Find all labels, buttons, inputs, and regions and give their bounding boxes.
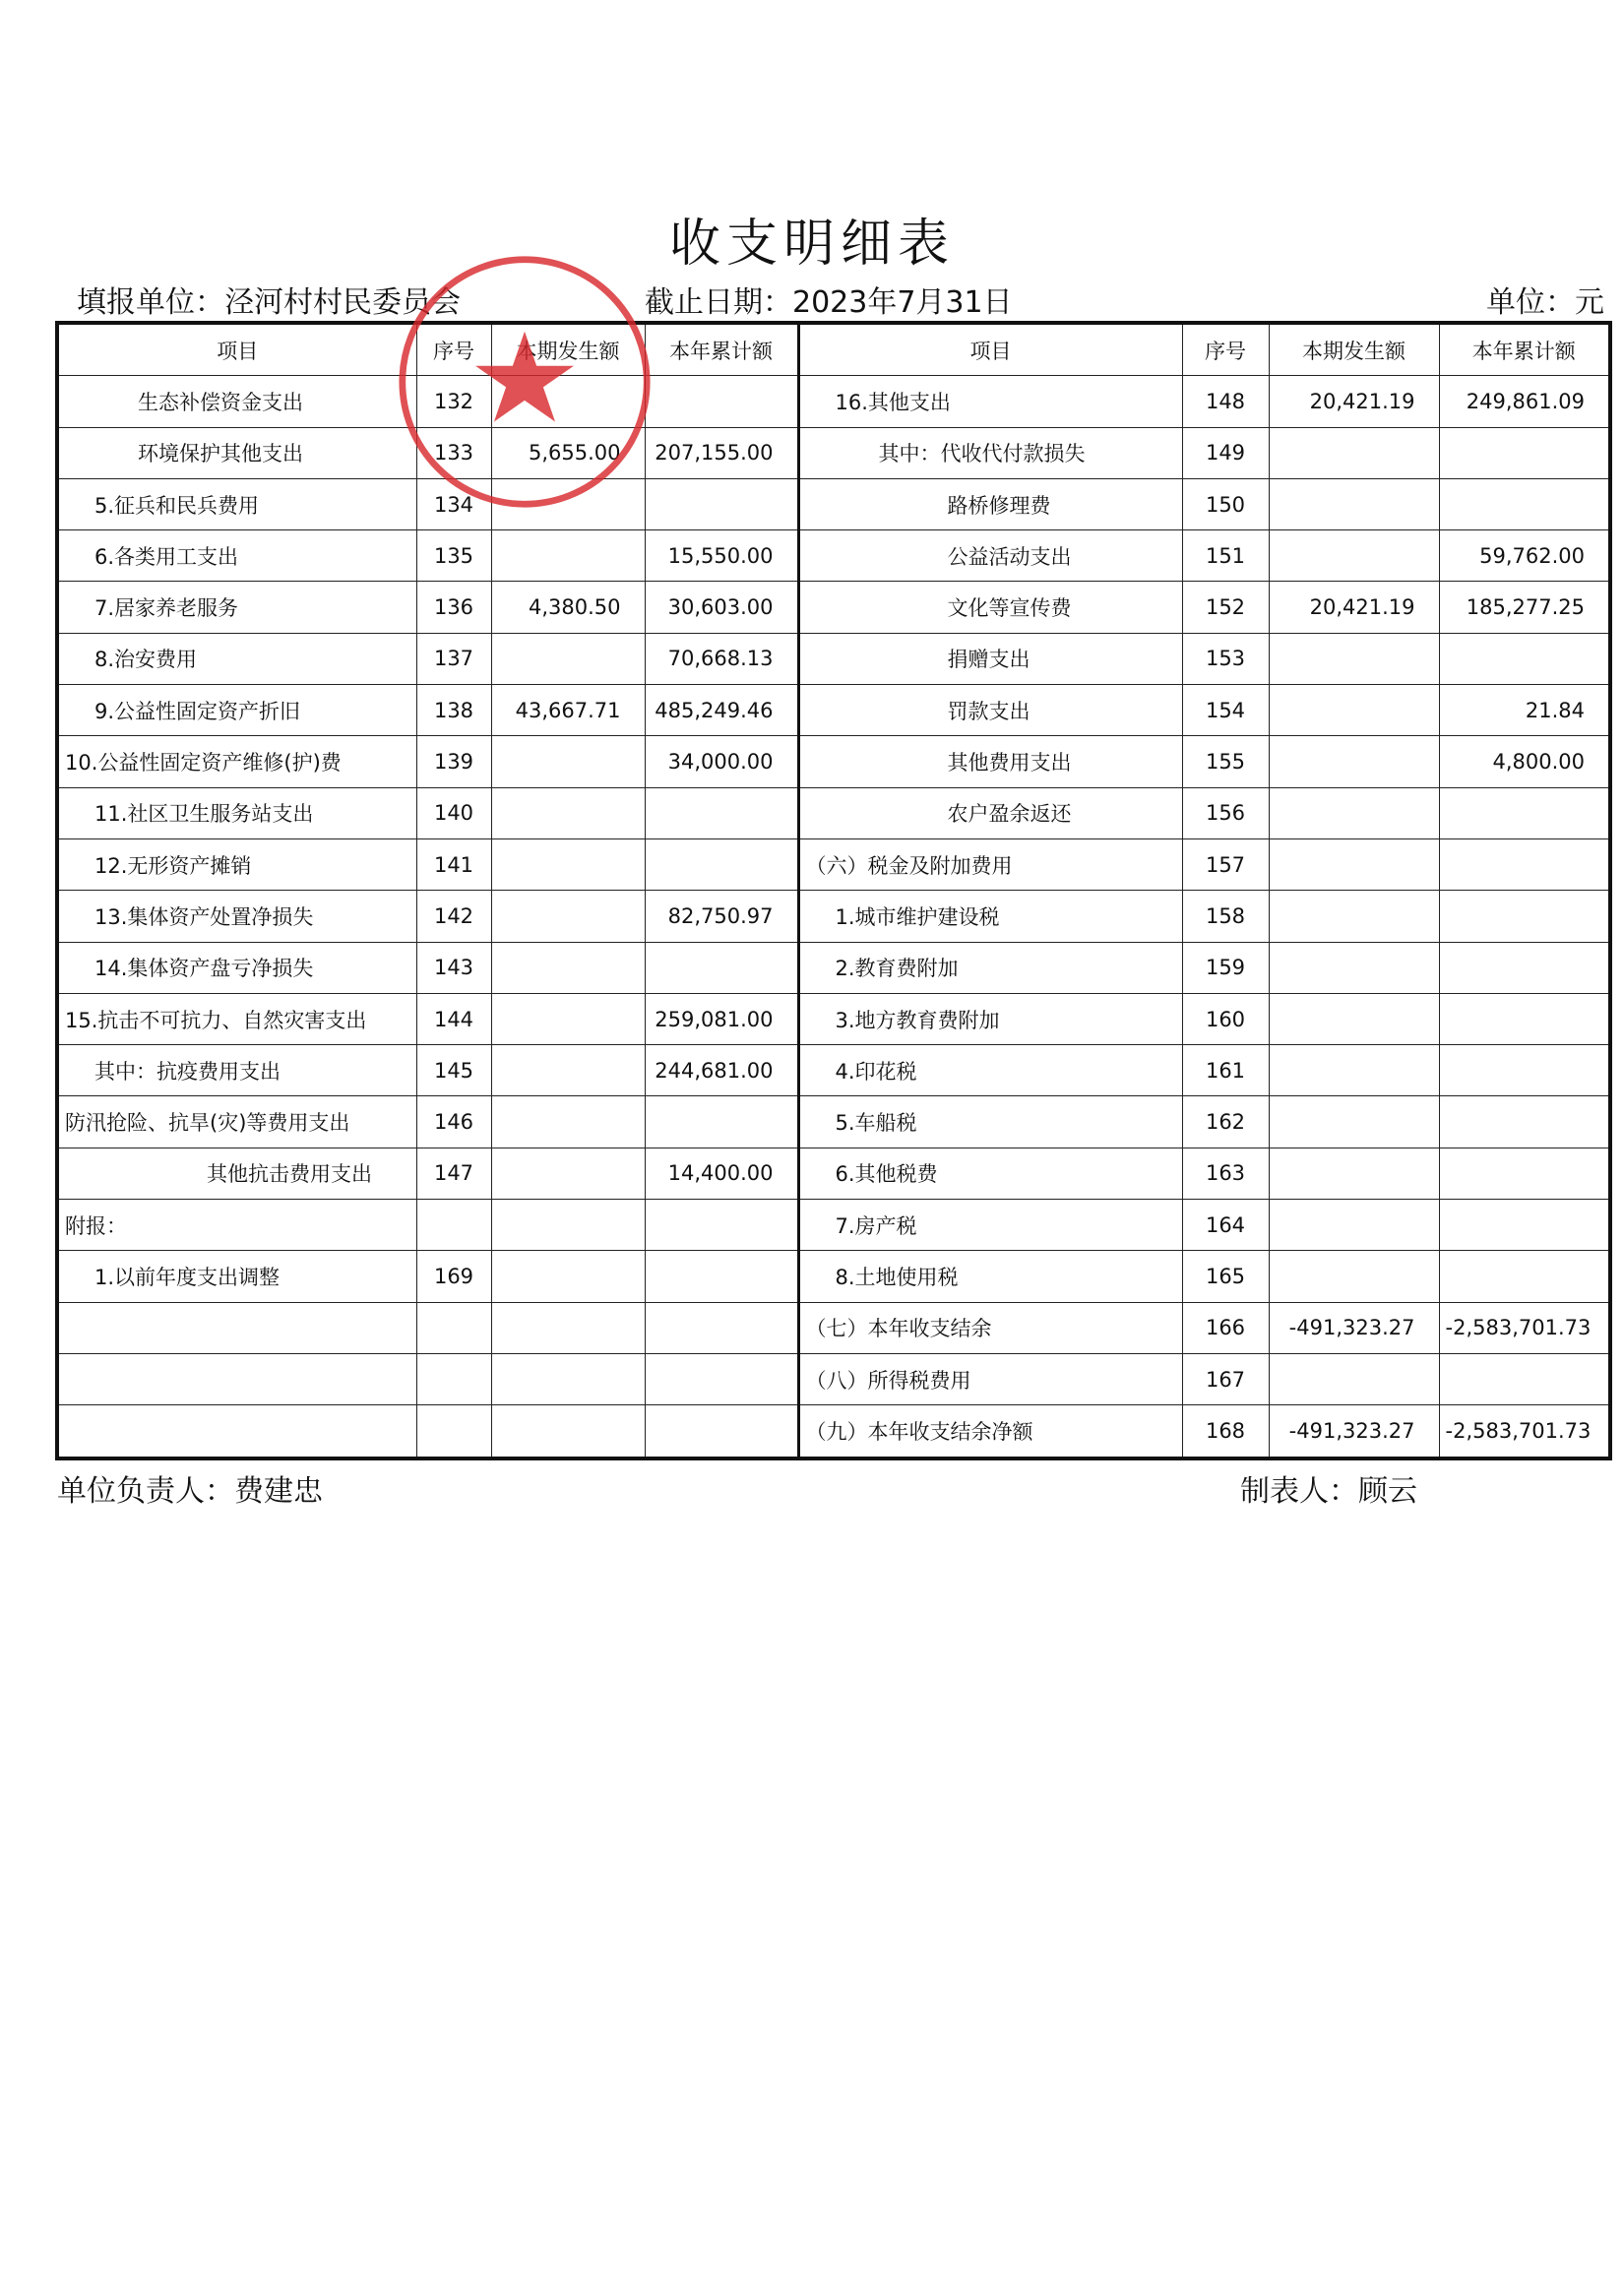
right-period-cell bbox=[1269, 942, 1439, 993]
right-item-cell: 公益活动支出 bbox=[798, 530, 1182, 582]
table-row bbox=[57, 1200, 1610, 1251]
left-period-cell: 43,667.71 bbox=[491, 685, 645, 736]
left-no-cell bbox=[416, 1200, 491, 1251]
left-ytd-cell bbox=[645, 1353, 798, 1404]
right-period-cell bbox=[1269, 427, 1439, 478]
col-header-no-left: 序号 bbox=[416, 323, 491, 376]
right-no-cell: 164 bbox=[1182, 1200, 1269, 1251]
right-no-cell: 156 bbox=[1182, 787, 1269, 838]
table-row bbox=[57, 736, 1610, 787]
left-no-cell: 145 bbox=[416, 1045, 491, 1096]
left-item-cell: 防汛抢险、抗旱(灾)等费用支出 bbox=[57, 1096, 416, 1148]
right-no-cell: 154 bbox=[1182, 685, 1269, 736]
reporting-unit: 填报单位：泾河村村民委员会 bbox=[77, 285, 461, 320]
right-ytd-cell bbox=[1439, 891, 1610, 942]
right-ytd-cell: 185,277.25 bbox=[1439, 582, 1610, 633]
right-item-cell: 文化等宣传费 bbox=[798, 582, 1182, 633]
right-period-cell bbox=[1269, 1353, 1439, 1404]
left-ytd-cell: 15,550.00 bbox=[645, 530, 798, 582]
right-period-cell: -491,323.27 bbox=[1269, 1405, 1439, 1458]
right-item-cell: 其他费用支出 bbox=[798, 736, 1182, 787]
right-no-cell: 151 bbox=[1182, 530, 1269, 582]
left-period-cell bbox=[491, 787, 645, 838]
left-no-cell: 143 bbox=[416, 942, 491, 993]
left-period-cell bbox=[491, 1353, 645, 1404]
left-item-cell bbox=[57, 1353, 416, 1404]
right-ytd-cell bbox=[1439, 1353, 1610, 1404]
right-ytd-cell bbox=[1439, 633, 1610, 684]
left-item-cell: 14.集体资产盘亏净损失 bbox=[57, 942, 416, 993]
left-ytd-cell: 82,750.97 bbox=[645, 891, 798, 942]
table-row bbox=[57, 1302, 1610, 1353]
right-ytd-cell bbox=[1439, 1200, 1610, 1251]
col-header-period-left: 本期发生额 bbox=[491, 323, 645, 376]
left-no-cell: 146 bbox=[416, 1096, 491, 1148]
right-no-cell: 160 bbox=[1182, 993, 1269, 1044]
left-no-cell: 133 bbox=[416, 427, 491, 478]
left-no-cell: 141 bbox=[416, 838, 491, 890]
right-ytd-cell bbox=[1439, 1045, 1610, 1096]
table-row bbox=[57, 838, 1610, 890]
detail-table bbox=[55, 321, 1612, 1460]
left-ytd-cell bbox=[645, 1302, 798, 1353]
table-row bbox=[57, 993, 1610, 1044]
right-period-cell bbox=[1269, 685, 1439, 736]
left-ytd-cell bbox=[645, 1251, 798, 1302]
left-ytd-cell bbox=[645, 942, 798, 993]
right-period-cell bbox=[1269, 1045, 1439, 1096]
right-period-cell bbox=[1269, 530, 1439, 582]
right-no-cell: 153 bbox=[1182, 633, 1269, 684]
left-no-cell: 137 bbox=[416, 633, 491, 684]
left-period-cell bbox=[491, 1045, 645, 1096]
left-period-cell bbox=[491, 633, 645, 684]
left-no-cell: 138 bbox=[416, 685, 491, 736]
left-no-cell bbox=[416, 1405, 491, 1458]
right-item-cell: 2.教育费附加 bbox=[798, 942, 1182, 993]
left-no-cell: 140 bbox=[416, 787, 491, 838]
left-ytd-cell bbox=[645, 838, 798, 890]
right-ytd-cell bbox=[1439, 1148, 1610, 1199]
right-period-cell: -491,323.27 bbox=[1269, 1302, 1439, 1353]
star-icon bbox=[475, 332, 574, 422]
left-period-cell bbox=[491, 993, 645, 1044]
right-ytd-cell bbox=[1439, 993, 1610, 1044]
left-ytd-cell: 14,400.00 bbox=[645, 1148, 798, 1199]
right-period-cell bbox=[1269, 736, 1439, 787]
right-no-cell: 157 bbox=[1182, 838, 1269, 890]
right-period-cell bbox=[1269, 1096, 1439, 1148]
table-row bbox=[57, 1405, 1610, 1458]
left-ytd-cell bbox=[645, 787, 798, 838]
table-row bbox=[57, 427, 1610, 478]
left-no-cell bbox=[416, 1302, 491, 1353]
right-no-cell: 166 bbox=[1182, 1302, 1269, 1353]
official-seal bbox=[392, 249, 657, 515]
right-period-cell bbox=[1269, 1251, 1439, 1302]
left-item-cell: 15.抗击不可抗力、自然灾害支出 bbox=[57, 993, 416, 1044]
left-item-cell: 12.无形资产摊销 bbox=[57, 838, 416, 890]
right-period-cell: 20,421.19 bbox=[1269, 582, 1439, 633]
left-ytd-cell bbox=[645, 478, 798, 529]
right-item-cell: 7.房产税 bbox=[798, 1200, 1182, 1251]
right-ytd-cell: 21.84 bbox=[1439, 685, 1610, 736]
right-no-cell: 168 bbox=[1182, 1405, 1269, 1458]
right-no-cell: 162 bbox=[1182, 1096, 1269, 1148]
left-item-cell bbox=[57, 1302, 416, 1353]
right-ytd-cell bbox=[1439, 838, 1610, 890]
left-no-cell: 135 bbox=[416, 530, 491, 582]
right-no-cell: 167 bbox=[1182, 1353, 1269, 1404]
left-period-cell bbox=[491, 736, 645, 787]
left-item-cell: 9.公益性固定资产折旧 bbox=[57, 685, 416, 736]
left-ytd-cell: 34,000.00 bbox=[645, 736, 798, 787]
left-no-cell: 147 bbox=[416, 1148, 491, 1199]
table-row bbox=[57, 530, 1610, 582]
table-row bbox=[57, 685, 1610, 736]
left-item-cell: 11.社区卫生服务站支出 bbox=[57, 787, 416, 838]
left-period-cell bbox=[491, 1096, 645, 1148]
table-row bbox=[57, 787, 1610, 838]
right-item-cell: 8.土地使用税 bbox=[798, 1251, 1182, 1302]
left-period-cell bbox=[491, 1405, 645, 1458]
right-no-cell: 155 bbox=[1182, 736, 1269, 787]
right-item-cell: （九）本年收支结余净额 bbox=[798, 1405, 1182, 1458]
right-ytd-cell bbox=[1439, 1251, 1610, 1302]
left-period-cell: 5,655.00 bbox=[491, 427, 645, 478]
right-period-cell bbox=[1269, 838, 1439, 890]
right-item-cell: 罚款支出 bbox=[798, 685, 1182, 736]
right-no-cell: 163 bbox=[1182, 1148, 1269, 1199]
right-period-cell bbox=[1269, 1148, 1439, 1199]
left-no-cell: 134 bbox=[416, 478, 491, 529]
left-ytd-cell: 70,668.13 bbox=[645, 633, 798, 684]
right-item-cell: 1.城市维护建设税 bbox=[798, 891, 1182, 942]
unit-leader: 单位负责人：费建忠 bbox=[57, 1474, 323, 1509]
right-no-cell: 150 bbox=[1182, 478, 1269, 529]
left-period-cell bbox=[491, 942, 645, 993]
right-no-cell: 152 bbox=[1182, 582, 1269, 633]
left-period-cell bbox=[491, 891, 645, 942]
left-ytd-cell bbox=[645, 1405, 798, 1458]
right-ytd-cell: -2,583,701.73 bbox=[1439, 1302, 1610, 1353]
left-period-cell: 4,380.50 bbox=[491, 582, 645, 633]
right-item-cell: （七）本年收支结余 bbox=[798, 1302, 1182, 1353]
left-no-cell: 139 bbox=[416, 736, 491, 787]
table-row bbox=[57, 1251, 1610, 1302]
right-ytd-cell bbox=[1439, 427, 1610, 478]
col-header-ytd-left: 本年累计额 bbox=[645, 323, 798, 376]
left-period-cell bbox=[491, 1251, 645, 1302]
right-no-cell: 159 bbox=[1182, 942, 1269, 993]
table-header-row bbox=[57, 323, 1610, 376]
left-item-cell: 其他抗击费用支出 bbox=[57, 1148, 416, 1199]
left-item-cell: 附报： bbox=[57, 1200, 416, 1251]
table-row bbox=[57, 1045, 1610, 1096]
left-no-cell bbox=[416, 1353, 491, 1404]
left-item-cell: 10.公益性固定资产维修(护)费 bbox=[57, 736, 416, 787]
right-no-cell: 165 bbox=[1182, 1251, 1269, 1302]
left-item-cell: 其中：抗疫费用支出 bbox=[57, 1045, 416, 1096]
left-ytd-cell: 30,603.00 bbox=[645, 582, 798, 633]
right-ytd-cell bbox=[1439, 787, 1610, 838]
left-period-cell bbox=[491, 1148, 645, 1199]
left-item-cell: 环境保护其他支出 bbox=[57, 427, 416, 478]
right-item-cell: （八）所得税费用 bbox=[798, 1353, 1182, 1404]
preparer: 制表人：顾云 bbox=[1240, 1474, 1417, 1509]
right-item-cell: 16.其他支出 bbox=[798, 376, 1182, 427]
right-item-cell: 捐赠支出 bbox=[798, 633, 1182, 684]
left-ytd-cell bbox=[645, 376, 798, 427]
right-ytd-cell: 4,800.00 bbox=[1439, 736, 1610, 787]
right-item-cell: 路桥修理费 bbox=[798, 478, 1182, 529]
table-row bbox=[57, 582, 1610, 633]
left-item-cell: 6.各类用工支出 bbox=[57, 530, 416, 582]
left-no-cell: 169 bbox=[416, 1251, 491, 1302]
right-ytd-cell: 249,861.09 bbox=[1439, 376, 1610, 427]
left-period-cell bbox=[491, 838, 645, 890]
right-no-cell: 149 bbox=[1182, 427, 1269, 478]
cutoff-date: 截止日期：2023年7月31日 bbox=[645, 285, 1013, 320]
left-item-cell: 生态补偿资金支出 bbox=[57, 376, 416, 427]
left-item-cell: 7.居家养老服务 bbox=[57, 582, 416, 633]
left-ytd-cell: 207,155.00 bbox=[645, 427, 798, 478]
left-no-cell: 132 bbox=[416, 376, 491, 427]
right-ytd-cell bbox=[1439, 942, 1610, 993]
col-header-no-right: 序号 bbox=[1182, 323, 1269, 376]
right-period-cell bbox=[1269, 891, 1439, 942]
right-item-cell: 6.其他税费 bbox=[798, 1148, 1182, 1199]
col-header-item-left: 项目 bbox=[57, 323, 416, 376]
left-ytd-cell bbox=[645, 1200, 798, 1251]
table-row bbox=[57, 1096, 1610, 1148]
left-period-cell bbox=[491, 530, 645, 582]
table-row bbox=[57, 633, 1610, 684]
left-ytd-cell bbox=[645, 1096, 798, 1148]
table-row bbox=[57, 376, 1610, 427]
right-period-cell bbox=[1269, 1200, 1439, 1251]
left-no-cell: 142 bbox=[416, 891, 491, 942]
right-period-cell bbox=[1269, 993, 1439, 1044]
left-period-cell bbox=[491, 1200, 645, 1251]
right-no-cell: 158 bbox=[1182, 891, 1269, 942]
table-row bbox=[57, 891, 1610, 942]
right-period-cell: 20,421.19 bbox=[1269, 376, 1439, 427]
left-ytd-cell: 244,681.00 bbox=[645, 1045, 798, 1096]
right-item-cell: 其中：代收代付款损失 bbox=[798, 427, 1182, 478]
right-ytd-cell: -2,583,701.73 bbox=[1439, 1405, 1610, 1458]
right-item-cell: 4.印花税 bbox=[798, 1045, 1182, 1096]
left-item-cell: 13.集体资产处置净损失 bbox=[57, 891, 416, 942]
left-period-cell bbox=[491, 1302, 645, 1353]
table-row bbox=[57, 942, 1610, 993]
left-ytd-cell: 485,249.46 bbox=[645, 685, 798, 736]
right-item-cell: 3.地方教育费附加 bbox=[798, 993, 1182, 1044]
right-period-cell bbox=[1269, 787, 1439, 838]
right-item-cell: 5.车船税 bbox=[798, 1096, 1182, 1148]
left-no-cell: 144 bbox=[416, 993, 491, 1044]
right-period-cell bbox=[1269, 633, 1439, 684]
right-ytd-cell: 59,762.00 bbox=[1439, 530, 1610, 582]
right-no-cell: 161 bbox=[1182, 1045, 1269, 1096]
right-item-cell: 农户盈余返还 bbox=[798, 787, 1182, 838]
left-item-cell bbox=[57, 1405, 416, 1458]
right-ytd-cell bbox=[1439, 478, 1610, 529]
currency-unit: 单位：元 bbox=[1486, 285, 1604, 320]
page-title: 收支明细表 bbox=[668, 215, 955, 274]
left-item-cell: 5.征兵和民兵费用 bbox=[57, 478, 416, 529]
right-no-cell: 148 bbox=[1182, 376, 1269, 427]
table-row bbox=[57, 478, 1610, 529]
col-header-ytd-right: 本年累计额 bbox=[1439, 323, 1610, 376]
right-ytd-cell bbox=[1439, 1096, 1610, 1148]
table-row bbox=[57, 1353, 1610, 1404]
left-ytd-cell: 259,081.00 bbox=[645, 993, 798, 1044]
left-item-cell: 1.以前年度支出调整 bbox=[57, 1251, 416, 1302]
col-header-period-right: 本期发生额 bbox=[1269, 323, 1439, 376]
left-item-cell: 8.治安费用 bbox=[57, 633, 416, 684]
right-item-cell: （六）税金及附加费用 bbox=[798, 838, 1182, 890]
left-no-cell: 136 bbox=[416, 582, 491, 633]
right-period-cell bbox=[1269, 478, 1439, 529]
col-header-item-right: 项目 bbox=[798, 323, 1182, 376]
table-row bbox=[57, 1148, 1610, 1199]
